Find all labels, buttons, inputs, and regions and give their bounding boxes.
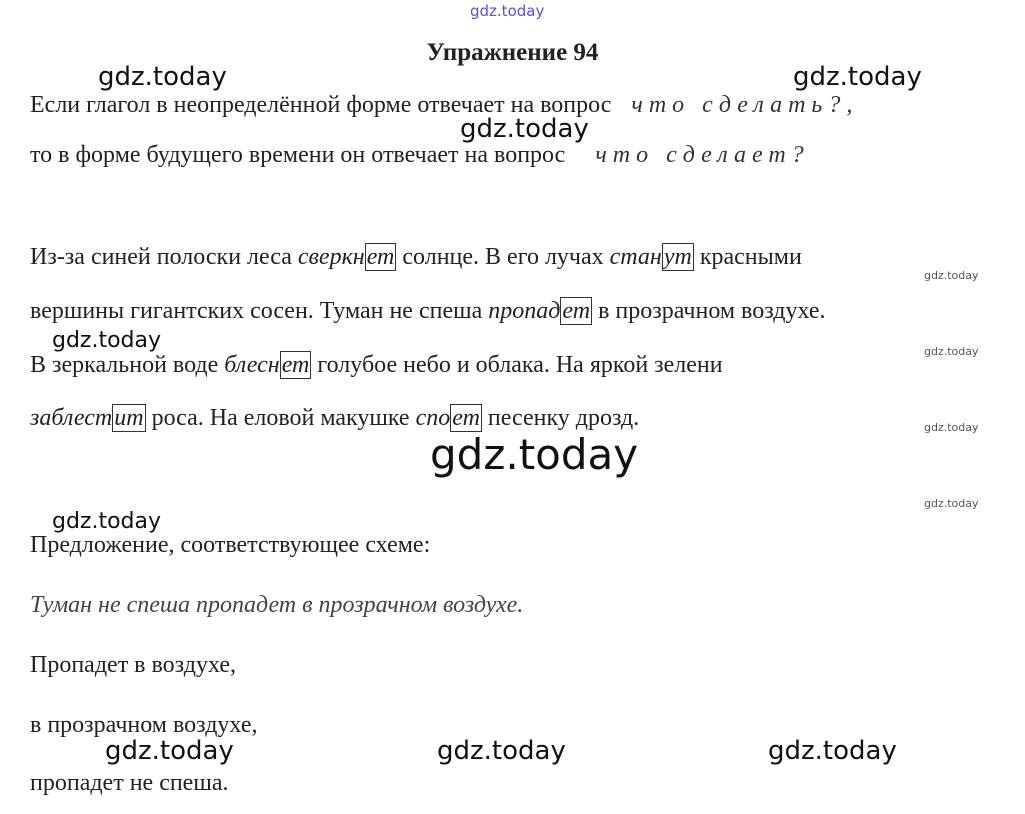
rule-question: что сделает? [595,142,810,168]
plain-text: голубое небо и облака. На яркой зелени [311,352,723,378]
watermark: gdz.today [924,421,979,434]
watermark-top: gdz.today [470,2,545,20]
verb-stem: блесн [224,352,280,378]
rule-line-2 [30,140,810,170]
plain-text: Из-за синей полоски леса [30,244,298,270]
verb-stem: пропад [488,298,561,324]
watermark: gdz.today [924,345,979,358]
watermark-large: gdz.today [430,430,639,479]
text-line-1 [30,242,802,272]
watermark: gdz.today [460,114,589,144]
plain-text: в прозрачном воздухе. [592,298,826,324]
watermark: gdz.today [105,736,234,766]
watermark: gdz.today [437,736,566,766]
watermark: gdz.today [924,497,979,510]
verb-ending-box: ит [114,405,144,431]
text-line-4 [30,403,639,433]
plain-text: солнце. В его лучах [396,244,610,270]
verb-stem: спо [415,405,451,431]
watermark: gdz.today [98,62,227,92]
text-line-3 [30,350,723,380]
verb-stem: заблест [30,405,113,431]
verb-ending-box: ет [281,352,310,378]
exercise-title: Упражнение 94 [426,39,599,66]
phrase-2: в прозрачном воздухе, [30,712,258,738]
text-line-2 [30,296,826,326]
answer-sentence: Туман не спеша пропадет в прозрачном воздухе. [30,592,524,618]
verb-stem: сверкн [297,244,365,270]
answer-heading: Предложение, соответствующее схеме: [30,532,431,558]
plain-text: роса. На еловой макушке [145,405,416,431]
watermark: gdz.today [793,62,922,92]
rule-line-1 [30,90,858,120]
verb-ending-box: ет [452,405,480,431]
rule-text: то в форме будущего времени он отвечает на вопрос [30,142,566,168]
plain-text: вершины гигантских сосен. Туман не спеша [30,298,489,324]
phrase-1: Пропадет в воздухе, [30,652,236,678]
verb-ending-box: ет [562,298,591,324]
verb-ending-box: ет [366,244,395,270]
rule-question: что сделать?, [631,92,859,118]
plain-text: В зеркальной воде [30,352,225,378]
watermark: gdz.today [768,736,897,766]
rule-text: Если глагол в неопределённой форме отвечает на вопрос [30,92,612,118]
verb-stem: стан [609,244,662,270]
plain-text: песенку дрозд. [481,405,640,431]
verb-ending-box: ут [663,244,692,270]
watermark: gdz.today [52,509,162,534]
plain-text: красными [693,244,802,270]
phrase-3: пропадет не спеша. [30,770,229,796]
watermark: gdz.today [52,328,162,353]
watermark: gdz.today [924,269,979,282]
